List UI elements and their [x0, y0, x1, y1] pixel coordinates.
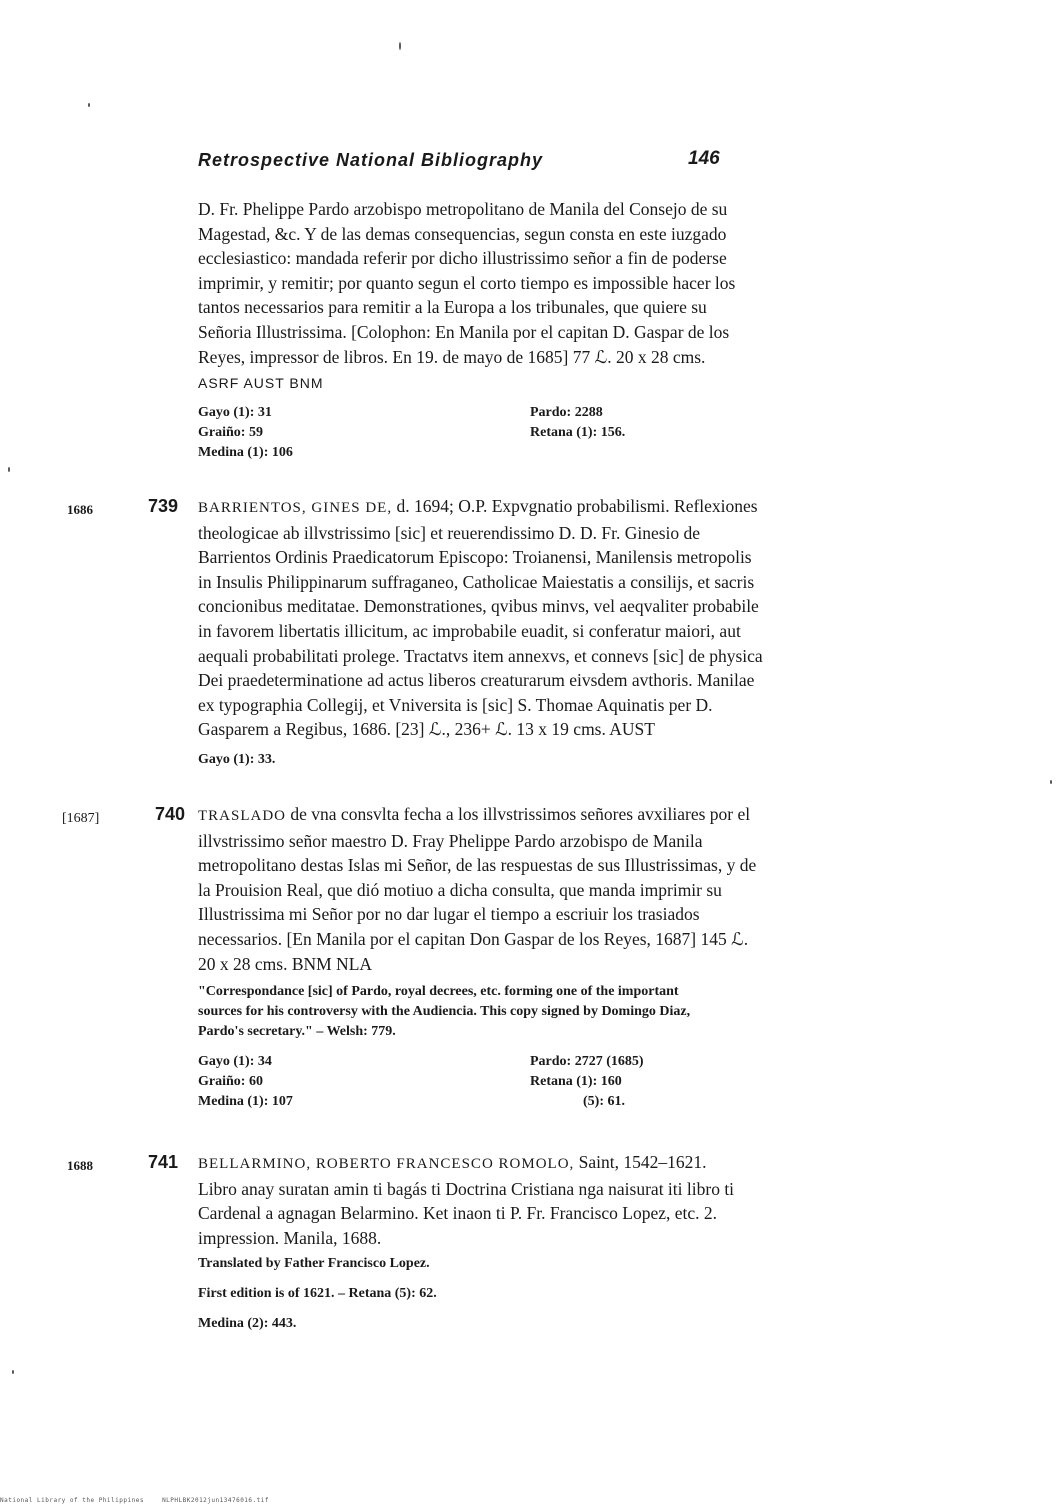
reference: Medina (1): 106: [198, 445, 293, 460]
reference: Retana (1): 160: [530, 1074, 622, 1089]
text-line: aequali probabilitati prolege. Tractatvs item annexvs, et connevs [sic] de physica: [198, 645, 763, 666]
text-line: [198, 802, 868, 829]
text-line: Magestad, &c. Y de las demas consequencias, segun consta en este iuzgado: [198, 223, 727, 244]
text-line: Libro anay suratan amin ti bagás ti Doctrina Cristiana nga naisurat iti libro ti: [198, 1178, 735, 1199]
reference: Graiño: 60: [198, 1074, 263, 1089]
text-line: Cardenal a agnagan Belarmino. Ket inaon ti P. Fr. Francisco Lopez, etc. 2.: [198, 1203, 718, 1224]
reference: Pardo: 2288: [530, 405, 603, 420]
text-line: concionibus meditatae. Demonstrationes, qvibus minvs, vel aeqvaliter probabile: [198, 596, 759, 617]
scan-speck: [8, 467, 10, 472]
reference: Medina (1): 107: [198, 1094, 293, 1109]
references-right: [530, 403, 625, 443]
entry-740: [198, 802, 868, 976]
entry-note: First edition is of 1621. – Retana (5): 62.: [198, 1286, 437, 1301]
entry-number: 741: [148, 1152, 179, 1172]
entry-title-start: d. 1694; O.P. Expvgnatio probabilismi. Reflexiones: [392, 496, 758, 516]
text-line: necessarios. [En Manila por el capitan Don Gaspar de los Reyes, 1687] 145 ℒ.: [198, 928, 749, 949]
text-line: illvstrissimo señor maestro D. Fray Phelippe Pardo arzobispo de Manila: [198, 830, 703, 851]
entry-note: [198, 982, 838, 1042]
entry-author: BELLARMINO, ROBERTO FRANCESCO ROMOLO,: [198, 1156, 575, 1172]
text-line: Barrientos Ordinis Praedicatorum Episcopo: Troianensi, Manilensis metropolis: [198, 547, 752, 568]
reference: Gayo (1): 33.: [198, 752, 276, 767]
scan-speck: [1050, 780, 1052, 784]
footer-source: National Library of the Philippines: [0, 1497, 144, 1504]
text-line: Illustrissima mi Señor por no dar lugar el tiempo a escriuir los trasiados: [198, 904, 700, 925]
entry-year: 1688: [67, 1158, 93, 1173]
references-left: [198, 403, 293, 463]
entry-number: 739: [148, 496, 179, 516]
text-line: ecclesiastico: mandada referir por dicho illustrissimo señor a fin de poderse: [198, 248, 727, 269]
reference: Pardo: 2727 (1685): [530, 1054, 644, 1069]
references-right: [530, 1052, 644, 1112]
text-line: ex typographia Collegij, et Vniversita is [sic] S. Thomae Aquinatis per D.: [198, 694, 713, 715]
entry-author: BARRIENTOS, GINES DE,: [198, 500, 393, 516]
text-line: theologicae ab illvstrissimo [sic] et reuerendissimo D. D. Fr. Ginesio de: [198, 522, 701, 543]
text-line: [198, 1150, 868, 1177]
text-line: Reyes, impressor de libros. En 19. de mayo de 1685] 77 ℒ. 20 x 28 cms.: [198, 346, 706, 367]
text-line: in Insulis Philippinarum suffraganeo, Catholicae Maiestatis a consilijs, et sacris: [198, 571, 755, 592]
text-line: 20 x 28 cms. BNM NLA: [198, 953, 373, 974]
note-line: sources for his controversy with the Audiencia. This copy signed by Domingo Diaz,: [198, 1004, 691, 1019]
entry-741: [198, 1150, 868, 1250]
note-line: "Correspondance [sic] of Pardo, royal decrees, etc. forming one of the important: [198, 984, 679, 999]
entry-note: Medina (2): 443.: [198, 1316, 297, 1331]
entry-number: 740: [155, 804, 186, 824]
scan-speck: [12, 1370, 14, 1374]
text-line: metropolitano destas Islas mi Señor, de las respuestas de sus Illustrissimas, y de: [198, 855, 757, 876]
text-line: Señoria Illustrissima. [Colophon: En Manila por el capitan D. Gaspar de los: [198, 321, 730, 342]
footer-filename: NLPHLBK2012jun13476016.tif: [162, 1497, 269, 1504]
text-line: imprimir, y remitir; por quanto segun el corto tiempo es impossible hacer los: [198, 272, 736, 293]
text-line: Dei praedeterminatione ad actus liberos creaturarum eivsdem avthoris. Manilae: [198, 670, 755, 691]
note-line: Pardo's secretary." – Welsh: 779.: [198, 1024, 396, 1039]
scan-speck: [88, 103, 90, 107]
reference: Retana (1): 156.: [530, 425, 626, 440]
references-left: [198, 1052, 293, 1112]
references: [198, 750, 275, 770]
reference: Gayo (1): 34: [198, 1054, 272, 1069]
entry-year: 1686: [67, 502, 93, 517]
entry-title-start: Saint, 1542–1621.: [574, 1152, 707, 1172]
reference: Gayo (1): 31: [198, 405, 272, 420]
text-line: in favorem libertatis illicitum, ac improbabile euadit, si conferatur maiori, aut: [198, 620, 741, 641]
running-head-title: Retrospective National Bibliography: [198, 150, 544, 170]
scan-speck: [399, 42, 401, 50]
entry-note: Translated by Father Francisco Lopez.: [198, 1256, 430, 1271]
text-line: tantos necessarios para remitir a la Europa a los tribunales, que quiere su: [198, 297, 707, 318]
text-line: Gasparem a Regibus, 1686. [23] ℒ., 236+ ℒ. 13 x 19 cms. AUST: [198, 719, 655, 740]
reference: Graiño: 59: [198, 425, 263, 440]
entry-title-start: de vna consvlta fecha a los illvstrissimos señores avxiliares por el: [286, 804, 751, 824]
reference: (5): 61.: [583, 1094, 625, 1109]
library-holdings: ASRF AUST BNM: [198, 375, 324, 392]
text-line: impression. Manila, 1688.: [198, 1227, 382, 1248]
text-line: [198, 494, 868, 521]
text-line: D. Fr. Phelippe Pardo arzobispo metropolitano de Manila del Consejo de su: [198, 199, 728, 219]
scan-footer: [0, 1497, 269, 1504]
entry-739: [198, 494, 868, 742]
text-line: la Prouision Real, que dió motiuo a dicha consulta, que manda imprimir su: [198, 879, 722, 900]
page-number: 146: [688, 148, 720, 169]
entry-year: [1687]: [62, 811, 100, 826]
entry-author: TRASLADO: [198, 808, 287, 824]
continuation-entry: [198, 197, 838, 396]
